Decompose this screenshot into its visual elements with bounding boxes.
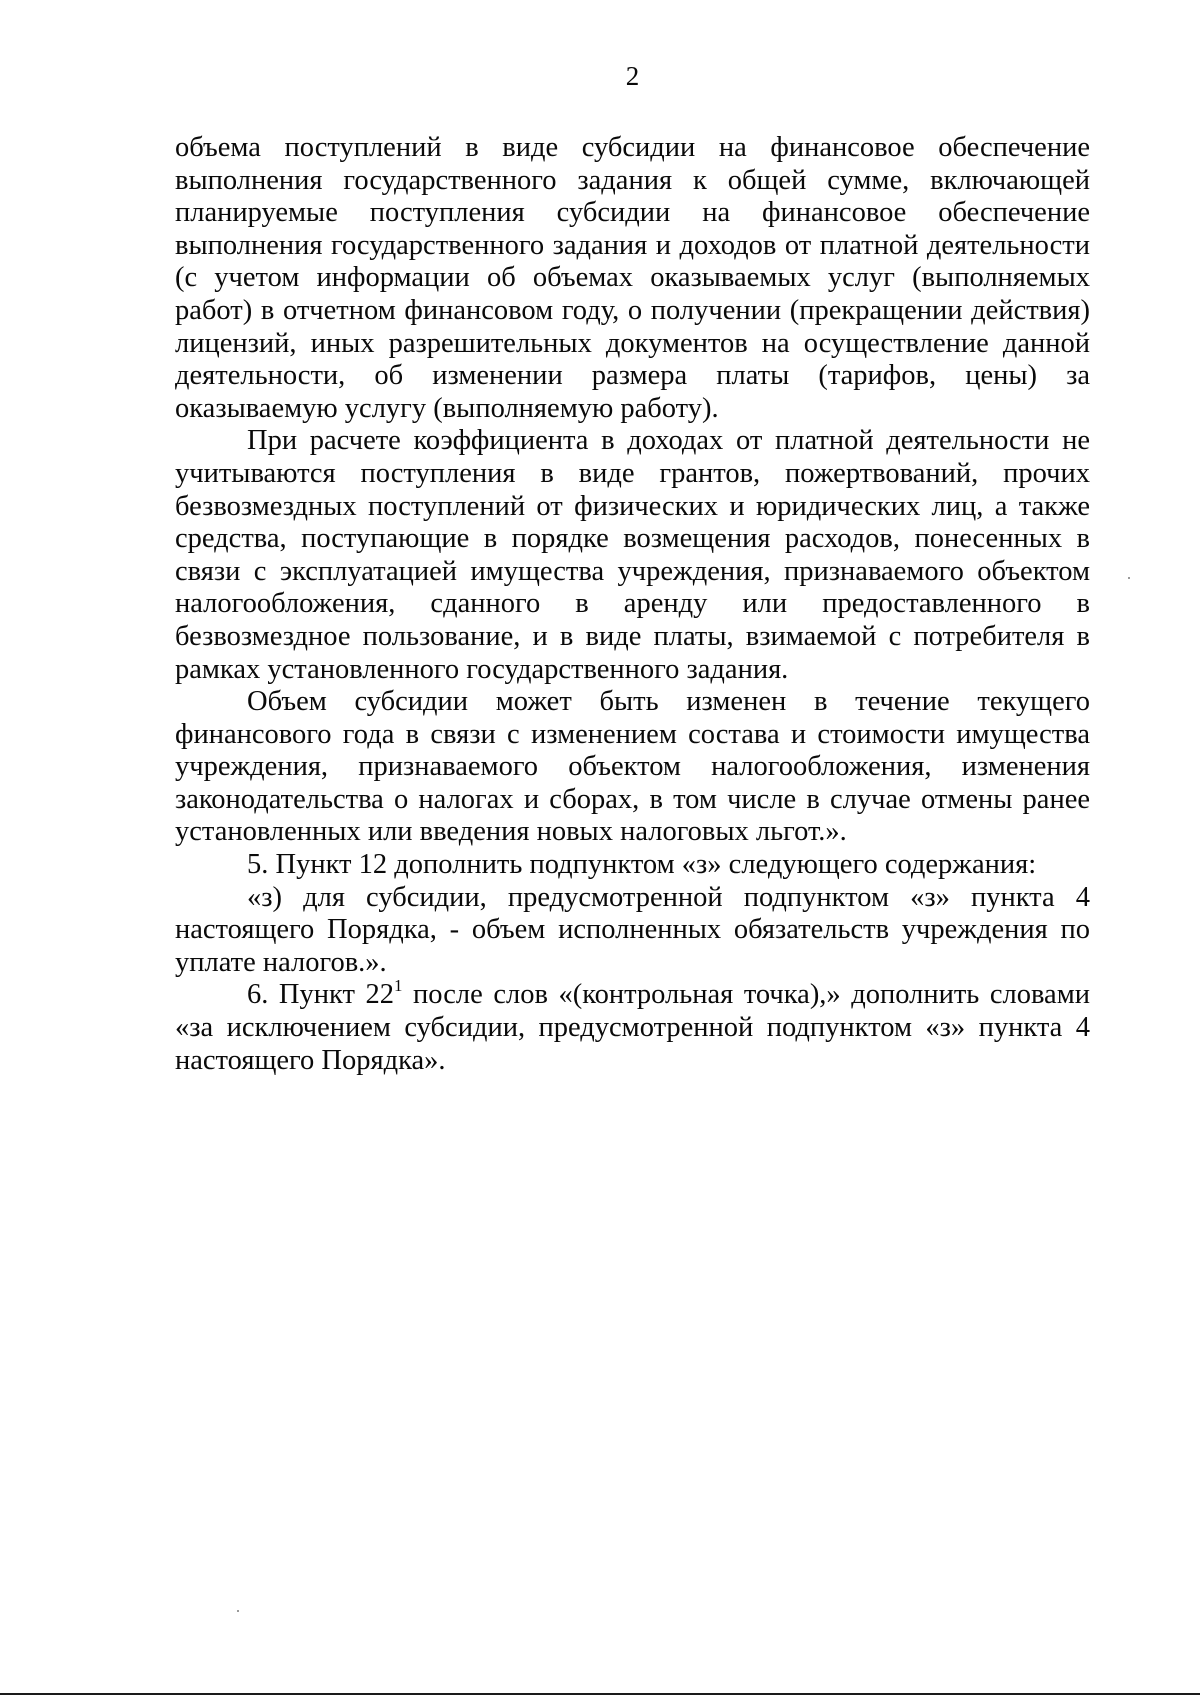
page-number: 2 (625, 61, 640, 91)
paragraph-subitem-z: «з) для субсидии, предусмотренной подпунктом «з» пункта 4 настоящего Порядка, - объем исполненных обязательств учреждения по уплате налогов.». (175, 881, 1090, 978)
paragraph-continuation: объема поступлений в виде субсидии на финансовое обеспечение выполнения государственного задания к общей сумме, включающей планируемые поступления субсидии на финансовое обеспечение выполнения государственного задания и доходов от платной деятельности (с учетом информации об объемах оказываемых услуг (выполняемых работ) в отчетном финансовом году, о получении (прекращении действия) лицензий, иных разрешительных документов на осуществление данной деятельности, об изменении размера платы (тарифов, цены) за оказываемую услугу (выполняемую работу). (175, 132, 1090, 424)
paragraph-item-5: 5. Пункт 12 дополнить подпунктом «з» следующего содержания: (247, 849, 1037, 881)
paragraph-item-6 (175, 975, 1090, 1077)
document-body (175, 132, 1090, 1077)
scan-speck (237, 1610, 239, 1612)
paragraph-subsidy-volume-change: Объем субсидии может быть изменен в течение текущего финансового года в связи с изменением состава и стоимости имущества учреждения, признаваемого объектом налогообложения, изменения законодательства о налогах и сборах, в том числе в случае отмены ранее установленных или введения новых налоговых льгот.». (175, 686, 1090, 848)
paragraph-coefficient-calculation: При расчете коэффициента в доходах от платной деятельности не учитываются поступления в виде грантов, пожертвований, прочих безвозмездных поступлений от физических и юридических лиц, а также средства, поступающие в порядке возмещения расходов, понесенных в связи с эксплуатацией имущества учреждения, признаваемого объектом налогообложения, сданного в аренду или предоставленного в безвозмездное пользование, и в виде платы, взимаемой с потребителя в рамках установленного государственного задания. (175, 425, 1090, 685)
scan-bottom-edge (0, 1693, 1200, 1695)
scan-speck (1128, 577, 1130, 579)
item-6-superscript: 1 (394, 975, 403, 995)
item-6-rest-text: после слов «(контрольная точка),» дополнить словами «за исключением субсидии, предусмотренной подпунктом «з» пункта 4 настоящего Порядка». (175, 979, 1090, 1076)
item-6-lead-text: 6. Пункт 22 (247, 979, 394, 1011)
